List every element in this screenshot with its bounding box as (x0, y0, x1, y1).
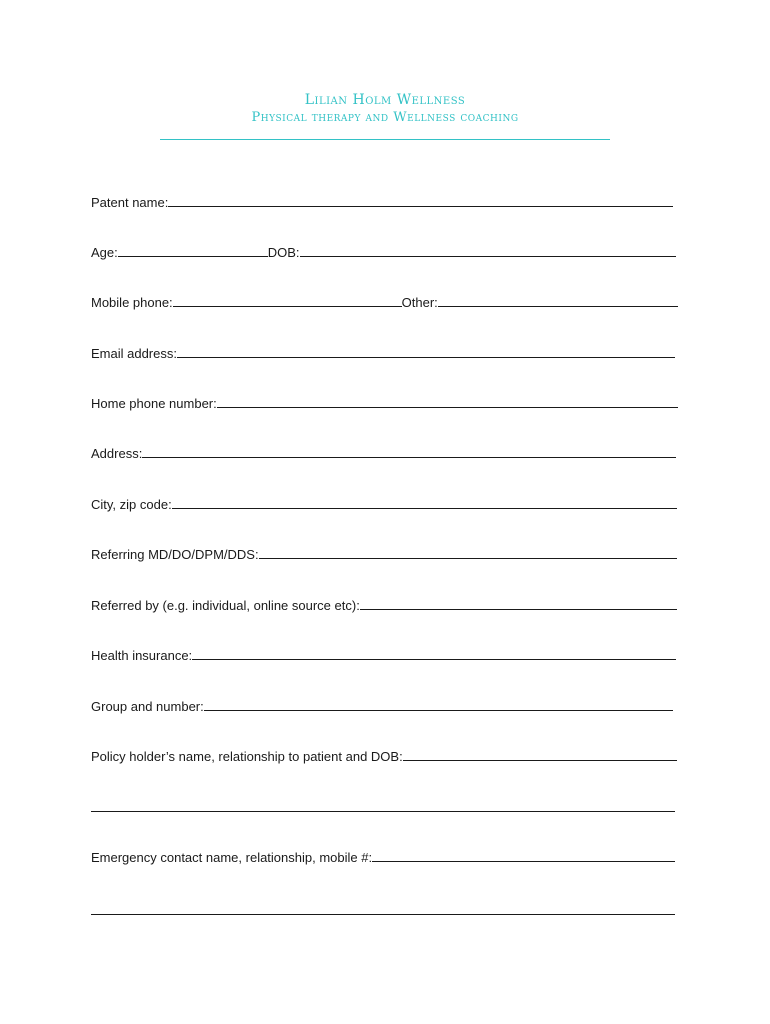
group-number-row (91, 699, 673, 715)
home-phone-label: Home phone number: (91, 396, 217, 411)
patient-name-row (91, 195, 673, 211)
patient-name-field[interactable] (168, 195, 673, 207)
other-phone-label: Other: (401, 295, 438, 310)
mobile-phone-field[interactable] (173, 295, 402, 307)
age-field[interactable] (118, 245, 268, 257)
practice-title: Lilian Holm Wellness (304, 92, 466, 108)
patient-name-label: Patent name: (91, 195, 169, 210)
header-divider (160, 139, 610, 140)
city-zip-field[interactable] (172, 497, 677, 509)
address-field[interactable] (142, 446, 676, 458)
policy-holder-continuation-field[interactable] (91, 810, 675, 812)
referred-by-label: Referred by (e.g. individual, online source etc): (91, 598, 360, 613)
city-zip-label: City, zip code: (91, 497, 172, 512)
policy-holder-field[interactable] (403, 749, 677, 761)
emergency-contact-field[interactable] (372, 850, 675, 862)
email-field[interactable] (177, 346, 675, 358)
health-insurance-row (91, 648, 676, 664)
emergency-contact-continuation-field[interactable] (91, 913, 675, 915)
other-phone-field[interactable] (438, 295, 678, 307)
group-number-label: Group and number: (91, 699, 204, 714)
city-zip-row (91, 497, 677, 513)
practice-subtitle: Physical therapy and Wellness coaching (251, 110, 519, 125)
dob-label: DOB: (267, 245, 300, 260)
referring-md-label: Referring MD/DO/DPM/DDS: (91, 547, 259, 562)
referred-by-field[interactable] (360, 598, 677, 610)
health-insurance-label: Health insurance: (91, 648, 193, 663)
address-label: Address: (91, 446, 143, 461)
referring-md-field[interactable] (259, 547, 677, 559)
phone-row (91, 295, 678, 311)
health-insurance-field[interactable] (192, 648, 676, 660)
referring-md-row (91, 547, 677, 563)
mobile-phone-label: Mobile phone: (91, 295, 173, 310)
policy-holder-label: Policy holder’s name, relationship to patient and DOB: (91, 749, 403, 764)
email-label: Email address: (91, 346, 177, 361)
emergency-contact-row (91, 850, 675, 866)
age-dob-row (91, 245, 676, 261)
email-row (91, 346, 675, 362)
policy-holder-row (91, 749, 677, 765)
dob-field[interactable] (300, 245, 676, 257)
address-row (91, 446, 676, 462)
group-number-field[interactable] (204, 699, 673, 711)
home-phone-field[interactable] (217, 396, 678, 408)
home-phone-row (91, 396, 678, 412)
emergency-contact-label: Emergency contact name, relationship, mobile #: (91, 850, 373, 865)
referred-by-row (91, 598, 677, 614)
age-label: Age: (91, 245, 118, 260)
